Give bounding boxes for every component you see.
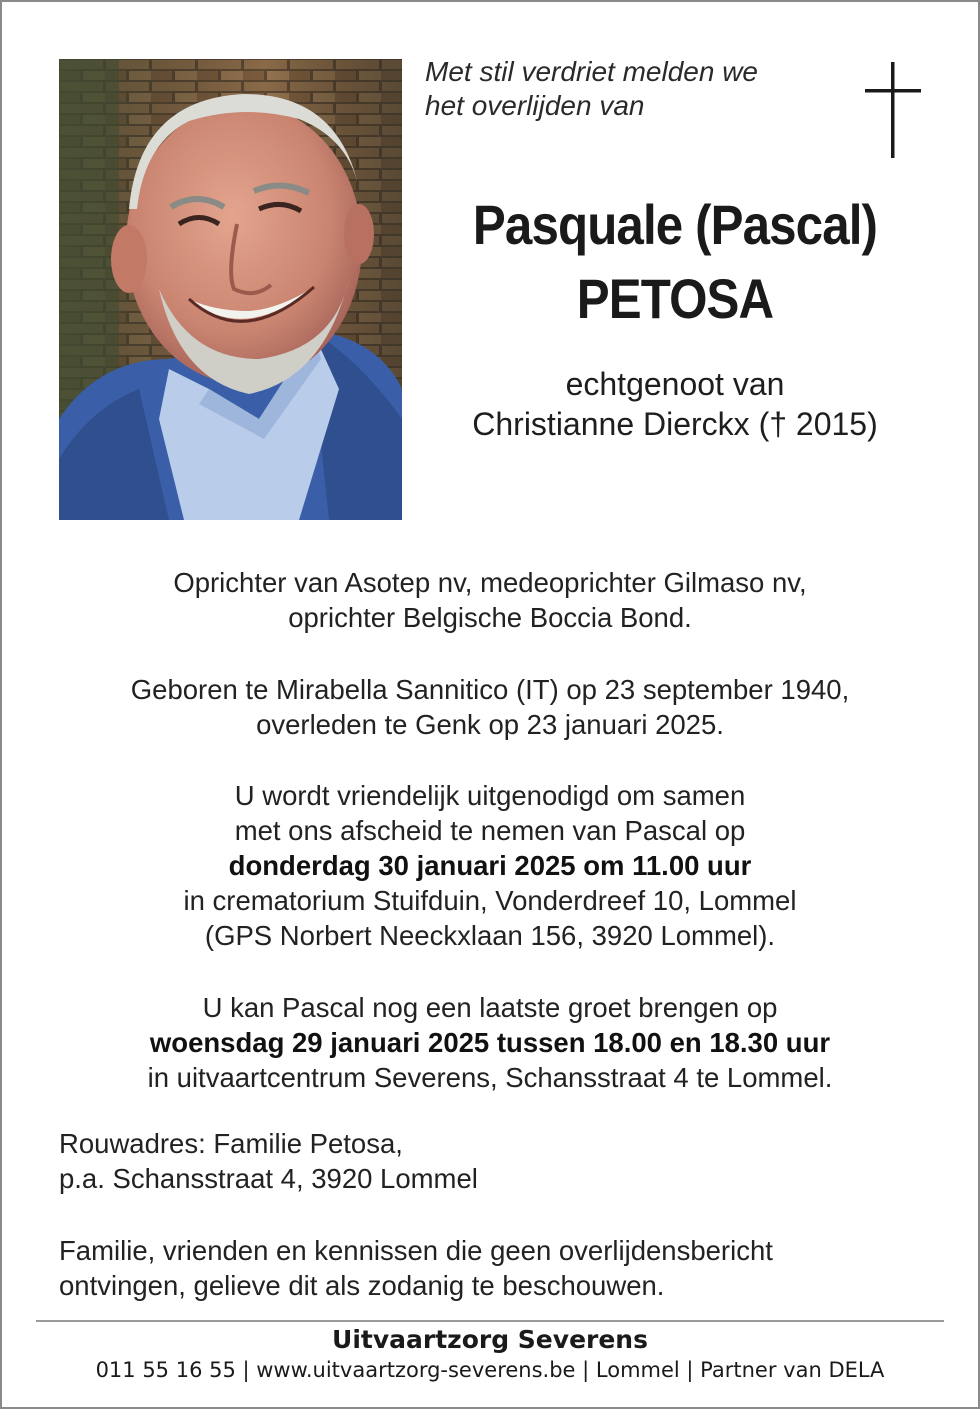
ceremony-line-1: U wordt vriendelijk uitgenodigd om samen: [234, 780, 746, 811]
name-line-2: PETOSA: [576, 267, 774, 330]
ceremony-line-2: met ons afscheid te nemen van Pascal op: [234, 815, 746, 846]
intro-line-1: Met stil verdriet melden we: [425, 56, 759, 87]
deceased-name: [451, 188, 900, 336]
notice-paragraph: [59, 1233, 939, 1303]
funeral-company-contact: 011 55 16 55 | www.uitvaartzorg-severens.be | Lommel | Partner van DELA: [95, 1358, 885, 1382]
notice-line-1: Familie, vrienden en kennissen die geen overlijdensbericht: [59, 1235, 773, 1266]
portrait-photo: [59, 59, 402, 520]
relation-line-1: echtgenoot van: [565, 366, 785, 402]
intro-text: [425, 55, 845, 123]
visitation-line-1: U kan Pascal nog een laatste groet brengen op: [202, 992, 778, 1023]
ceremony-datetime: donderdag 30 januari 2025 om 11.00 uur: [228, 850, 752, 881]
ceremony-paragraph: [40, 778, 940, 953]
intro-line-2: het overlijden van: [425, 90, 645, 121]
visitation-line-3: in uitvaartcentrum Severens, Schansstraat 4 te Lommel.: [147, 1062, 833, 1093]
name-line-1: Pasquale (Pascal): [472, 193, 878, 256]
life-paragraph: [40, 672, 940, 742]
life-line-1: Geboren te Mirabella Sannitico (IT) op 23 september 1940,: [130, 674, 850, 705]
spouse-info: [410, 364, 940, 444]
mourning-address: [59, 1126, 939, 1196]
cross-icon: [865, 62, 921, 158]
ceremony-line-4: in crematorium Stuifduin, Vonderdreef 10, Lommel: [183, 885, 797, 916]
notice-line-2: ontvingen, gelieve dit als zodanig te beschouwen.: [59, 1270, 665, 1301]
funeral-company-name: Uitvaartzorg Severens: [332, 1325, 648, 1354]
relation-line-2: Christianne Dierckx († 2015): [472, 406, 878, 442]
visitation-paragraph: [40, 990, 940, 1095]
roles-line-1: Oprichter van Asotep nv, medeoprichter Gilmaso nv,: [173, 567, 807, 598]
address-line-2: p.a. Schansstraat 4, 3920 Lommel: [59, 1163, 478, 1194]
ceremony-line-5: (GPS Norbert Neeckxlaan 156, 3920 Lommel).: [204, 920, 776, 951]
roles-line-2: oprichter Belgische Boccia Bond.: [288, 602, 692, 633]
life-line-2: overleden te Genk op 23 januari 2025.: [256, 709, 724, 740]
address-line-1: Rouwadres: Familie Petosa,: [59, 1128, 403, 1159]
roles-paragraph: [40, 565, 940, 635]
visitation-datetime: woensdag 29 januari 2025 tussen 18.00 en 18.30 uur: [149, 1027, 831, 1058]
